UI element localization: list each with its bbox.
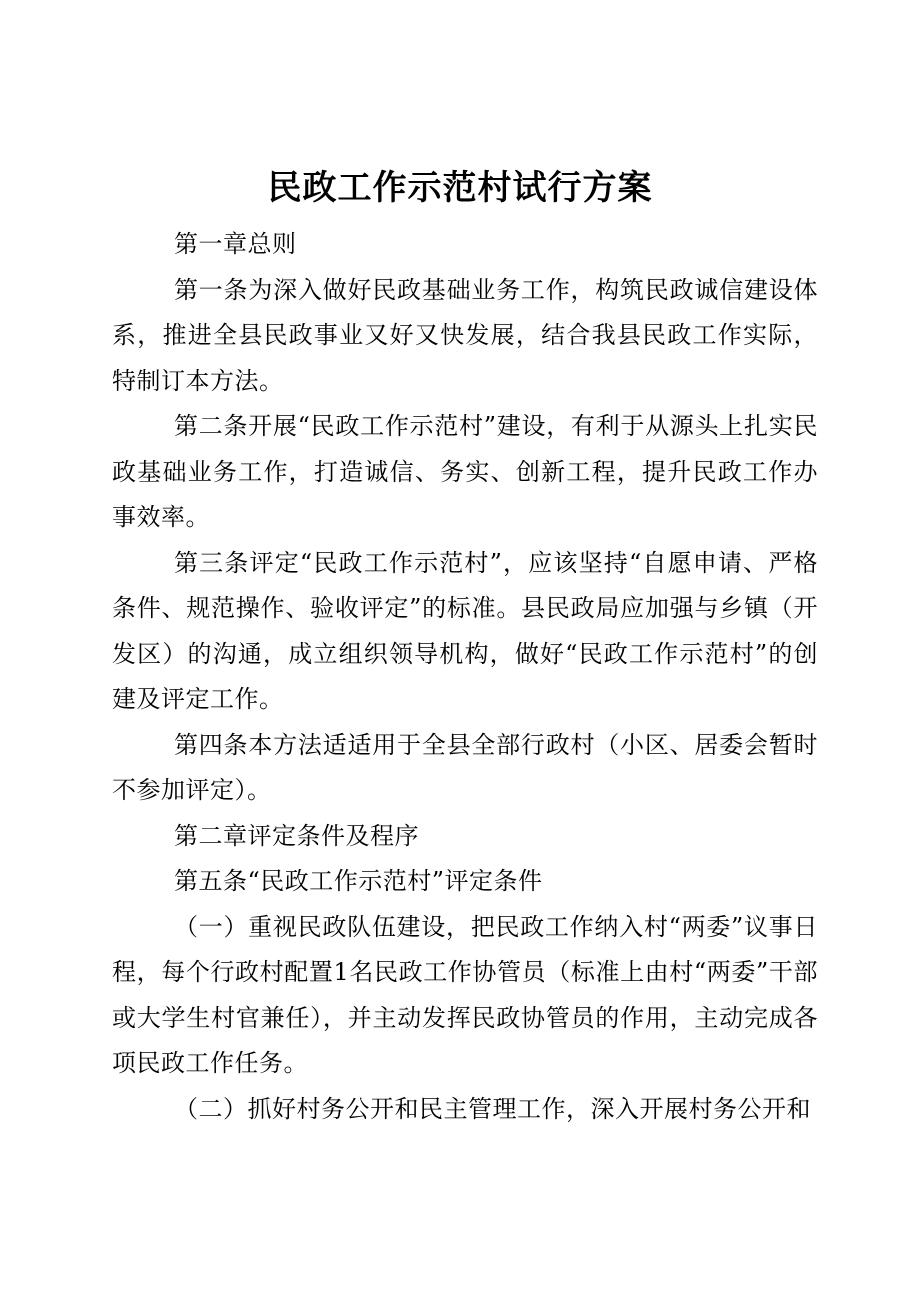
document-title: 民政工作示范村试行方案 (267, 168, 653, 208)
article-1: 第一条为深入做好民政基础业务工作，构筑民政诚信建设体系，推进全县民政事业又好又快发展，结合我县民政工作实际，特制订本方法。 (112, 275, 818, 395)
article-3: 第三条评定“民政工作示范村”，应该坚持“自愿申请、严格条件、规范操作、验收评定”的标准。县民政局应加强与乡镇（开发区）的沟通，成立组织领导机构，做好“民政工作示范村”的创建及评定工作。 (112, 548, 818, 713)
document-body (112, 222, 818, 1132)
article-5-item-2: （二）抓好村务公开和民主管理工作，深入开展村务公开和 (174, 1094, 811, 1123)
article-4: 第四条本方法适适用于全县全部行政村（小区、居委会暂时不参加评定）。 (112, 730, 818, 804)
chapter-heading-2: 第二章评定条件及程序 (174, 821, 419, 850)
article-5-item-1: （一）重视民政队伍建设，把民政工作纳入村“两委”议事日程，每个行政村配置1名民政工作协管员（标准上由村“两委”干部或大学生村官兼任），并主动发挥民政协管员的作用，主动完成各项民政工作任务。 (112, 912, 818, 1077)
chapter-heading-1: 第一章总则 (174, 230, 297, 258)
article-5: 第五条“民政工作示范村”评定条件 (174, 867, 543, 895)
article-2: 第二条开展“民政工作示范村”建设，有利于从源头上扎实民政基础业务工作，打造诚信、务实、创新工程，提升民政工作办事效率。 (112, 412, 818, 531)
